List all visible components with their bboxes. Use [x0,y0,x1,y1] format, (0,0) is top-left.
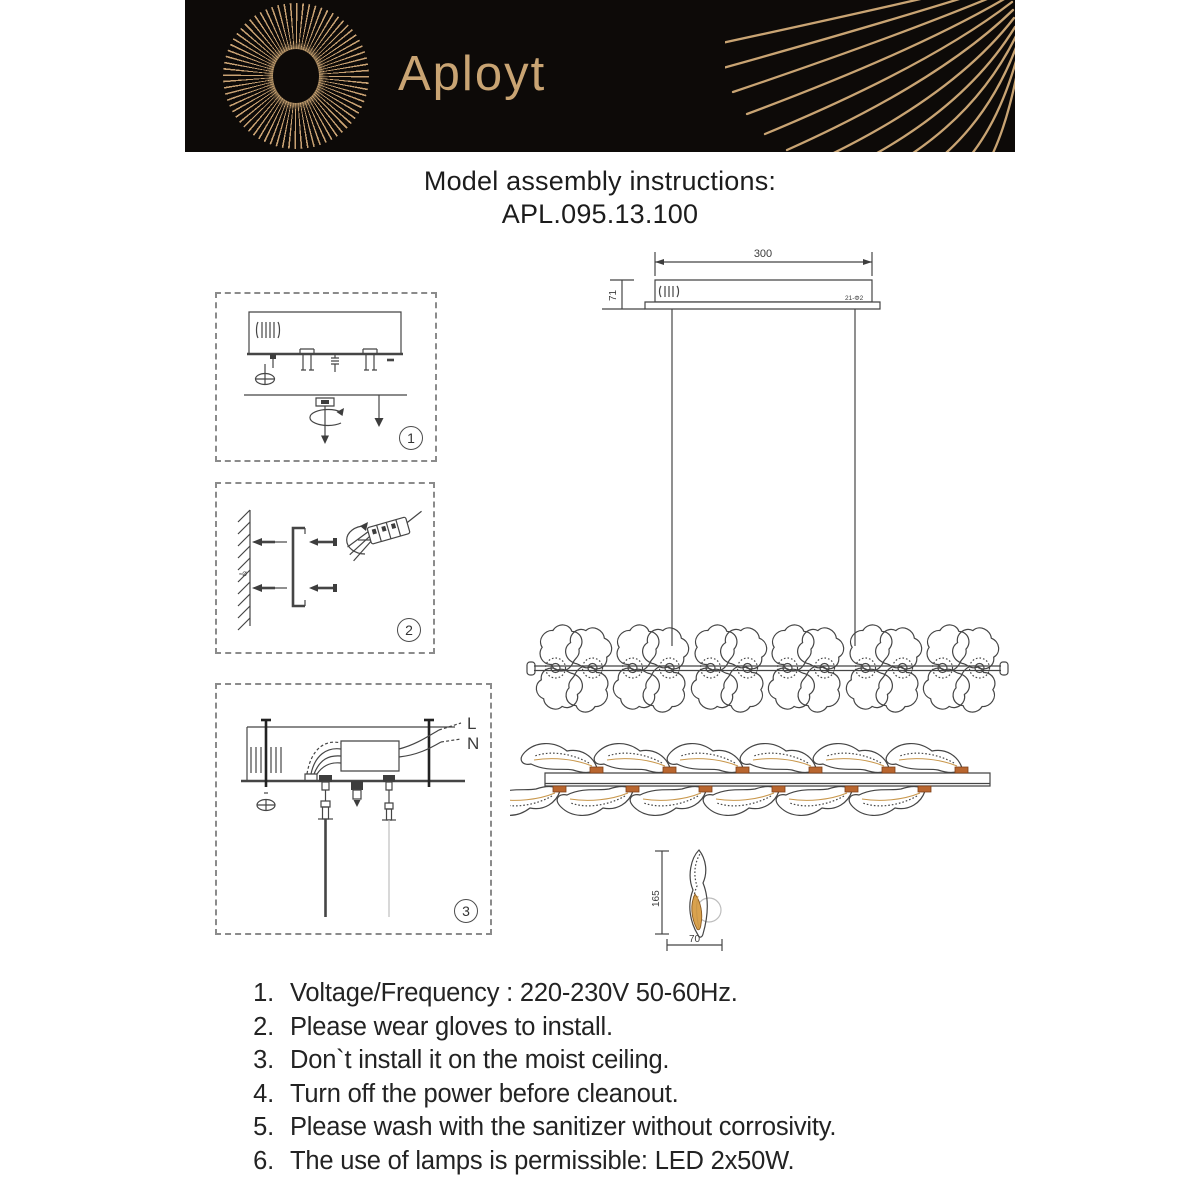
dim-leaf-height: 165 [651,890,662,907]
assembly-step-1-box [215,292,437,462]
instruction-text: Please wear gloves to install. [290,1012,613,1041]
instruction-text: The use of lamps is permissible: LED 2x50W. [290,1146,795,1175]
model-number: APL.095.13.100 [501,199,699,229]
chandelier-side-view [510,744,990,816]
canopy-hardware [270,349,394,372]
brand-banner [185,0,1015,152]
instruction-item-3 [238,1044,1028,1078]
instruction-number: 5. [253,1113,274,1142]
instruction-item-4 [238,1078,1028,1112]
leaf-width-dim [667,934,722,951]
instruction-item-6 [238,1145,1028,1179]
flower-cluster-3 [683,617,775,720]
starburst-icon [223,3,369,149]
wall-hatch [238,510,250,630]
brand-name: Aployt [398,46,547,101]
neutral-wire-label: N [467,734,480,753]
technical-drawing [510,235,1020,965]
screw-washer-icon [256,364,275,385]
led-driver-and-wires [305,723,461,781]
flower-cluster-2 [605,617,697,720]
flower-cluster-1 [528,617,620,720]
flower-cluster-5 [838,617,930,720]
middle-plug [351,781,363,807]
leaf-detail [651,850,722,951]
diagonal-rays-icon [725,0,1015,152]
mounting-bracket [293,528,305,606]
screw-rotation-symbol [310,398,344,444]
instruction-item-5 [238,1111,1028,1145]
instruction-item-1 [238,977,1028,1011]
anchor-bolts [252,538,287,592]
driver-coil-symbol [257,322,280,338]
driver-coil-and-bolt [251,720,281,811]
assembly-step-3-box [215,683,492,935]
suspension-cable-right [382,775,396,917]
canopy-mounting-diagram [217,294,431,456]
starburst-core [273,49,319,103]
leaf-height-dim [651,851,669,934]
wiring-suspension-diagram [217,685,486,929]
instruction-text: Please wash with the sanitizer without corrosivity. [290,1113,837,1142]
instruction-text: Don`t install it on the moist ceiling. [290,1046,670,1075]
step-3-number: 3 [462,903,470,919]
canopy-gland-label: 21-Φ2 [845,295,864,302]
dim-leaf-width: 70 [689,934,701,945]
canopy-height-dim [602,280,645,309]
live-wire-label: L [467,714,477,733]
sheet-title: Model assembly instructions: [423,166,777,196]
wire-connector [344,511,429,561]
step-1-number: 1 [407,430,415,446]
instruction-number: 4. [253,1079,274,1108]
instruction-number: 2. [253,1012,274,1041]
instruction-list [238,977,1028,1178]
dim-canopy-width: 300 [753,248,773,260]
right-bolt [424,720,434,787]
bracket-screws [309,538,337,592]
instruction-text: Turn off the power before cleanout. [290,1079,679,1108]
instruction-number: 6. [253,1146,274,1175]
instruction-text: Voltage/Frequency : 220-230V 50-60Hz. [290,979,738,1008]
insert-arrow [375,395,384,427]
suspension-cable-left [318,775,333,917]
bottom-leaves [510,786,931,815]
step-1-badge [399,426,423,450]
top-leaves [521,744,968,773]
chandelier-top-view [527,617,1008,720]
flower-cluster-4 [760,617,852,720]
step-3-badge [454,899,478,923]
flower-cluster-6 [915,617,1007,720]
instruction-number: 1. [253,979,274,1008]
svg-text:≈Ø: ≈Ø [239,572,247,578]
assembly-step-2-box [215,482,435,654]
canopy-drawing [602,248,880,309]
title-block [0,165,1200,231]
instruction-number: 3. [253,1046,274,1075]
dim-canopy-height: 71 [608,289,619,301]
step-2-badge [397,618,421,642]
step-2-number: 2 [405,622,413,638]
bracket-anchor-diagram [217,484,429,648]
instruction-item-2 [238,1011,1028,1045]
